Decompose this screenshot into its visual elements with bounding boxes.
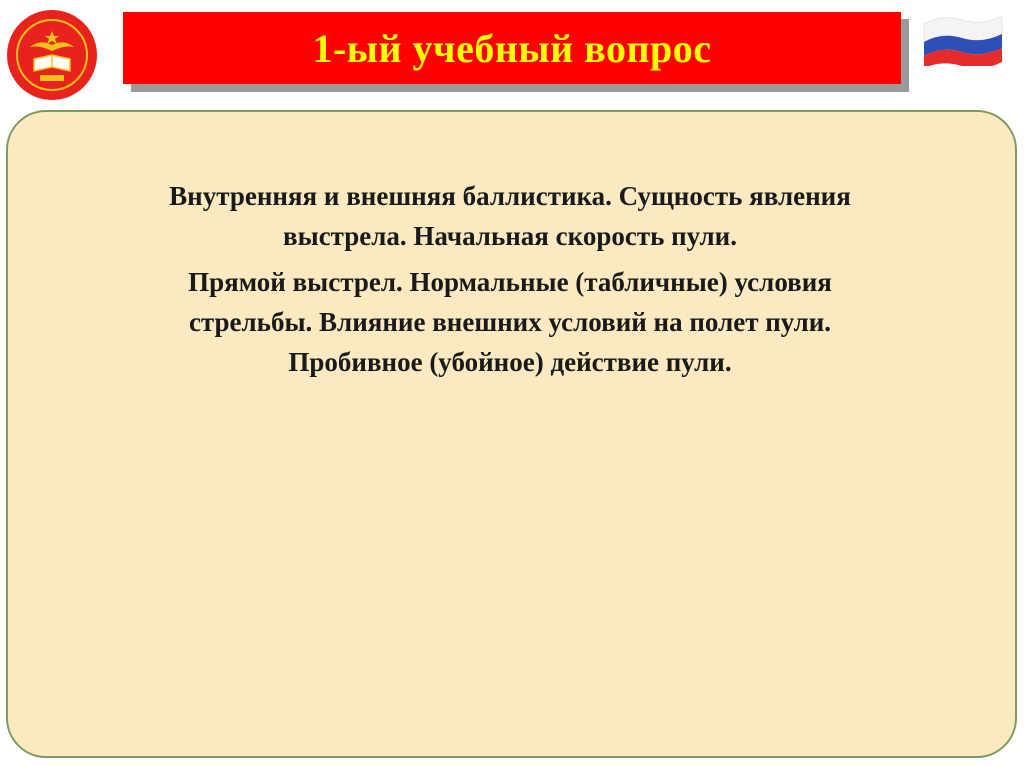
text-line: Внутренняя и внешняя баллистика. Сущность явления xyxy=(169,181,851,211)
text-line: стрельбы. Влияние внешних условий на полет пули. xyxy=(188,307,832,337)
text-line: Пробивное (убойное) действие пули. xyxy=(288,347,732,377)
slide-title: 1-ый учебный вопрос xyxy=(312,25,712,71)
russian-flag-icon xyxy=(922,10,1004,66)
title-banner xyxy=(123,12,901,84)
question-text xyxy=(60,176,960,382)
text-line: выстрела. Начальная скорость пули. xyxy=(283,221,737,251)
military-department-emblem-icon xyxy=(6,9,98,101)
paragraph-2 xyxy=(60,262,960,382)
paragraph-1 xyxy=(60,176,960,256)
text-line: Прямой выстрел. Нормальные (табличные) условия xyxy=(188,267,832,297)
